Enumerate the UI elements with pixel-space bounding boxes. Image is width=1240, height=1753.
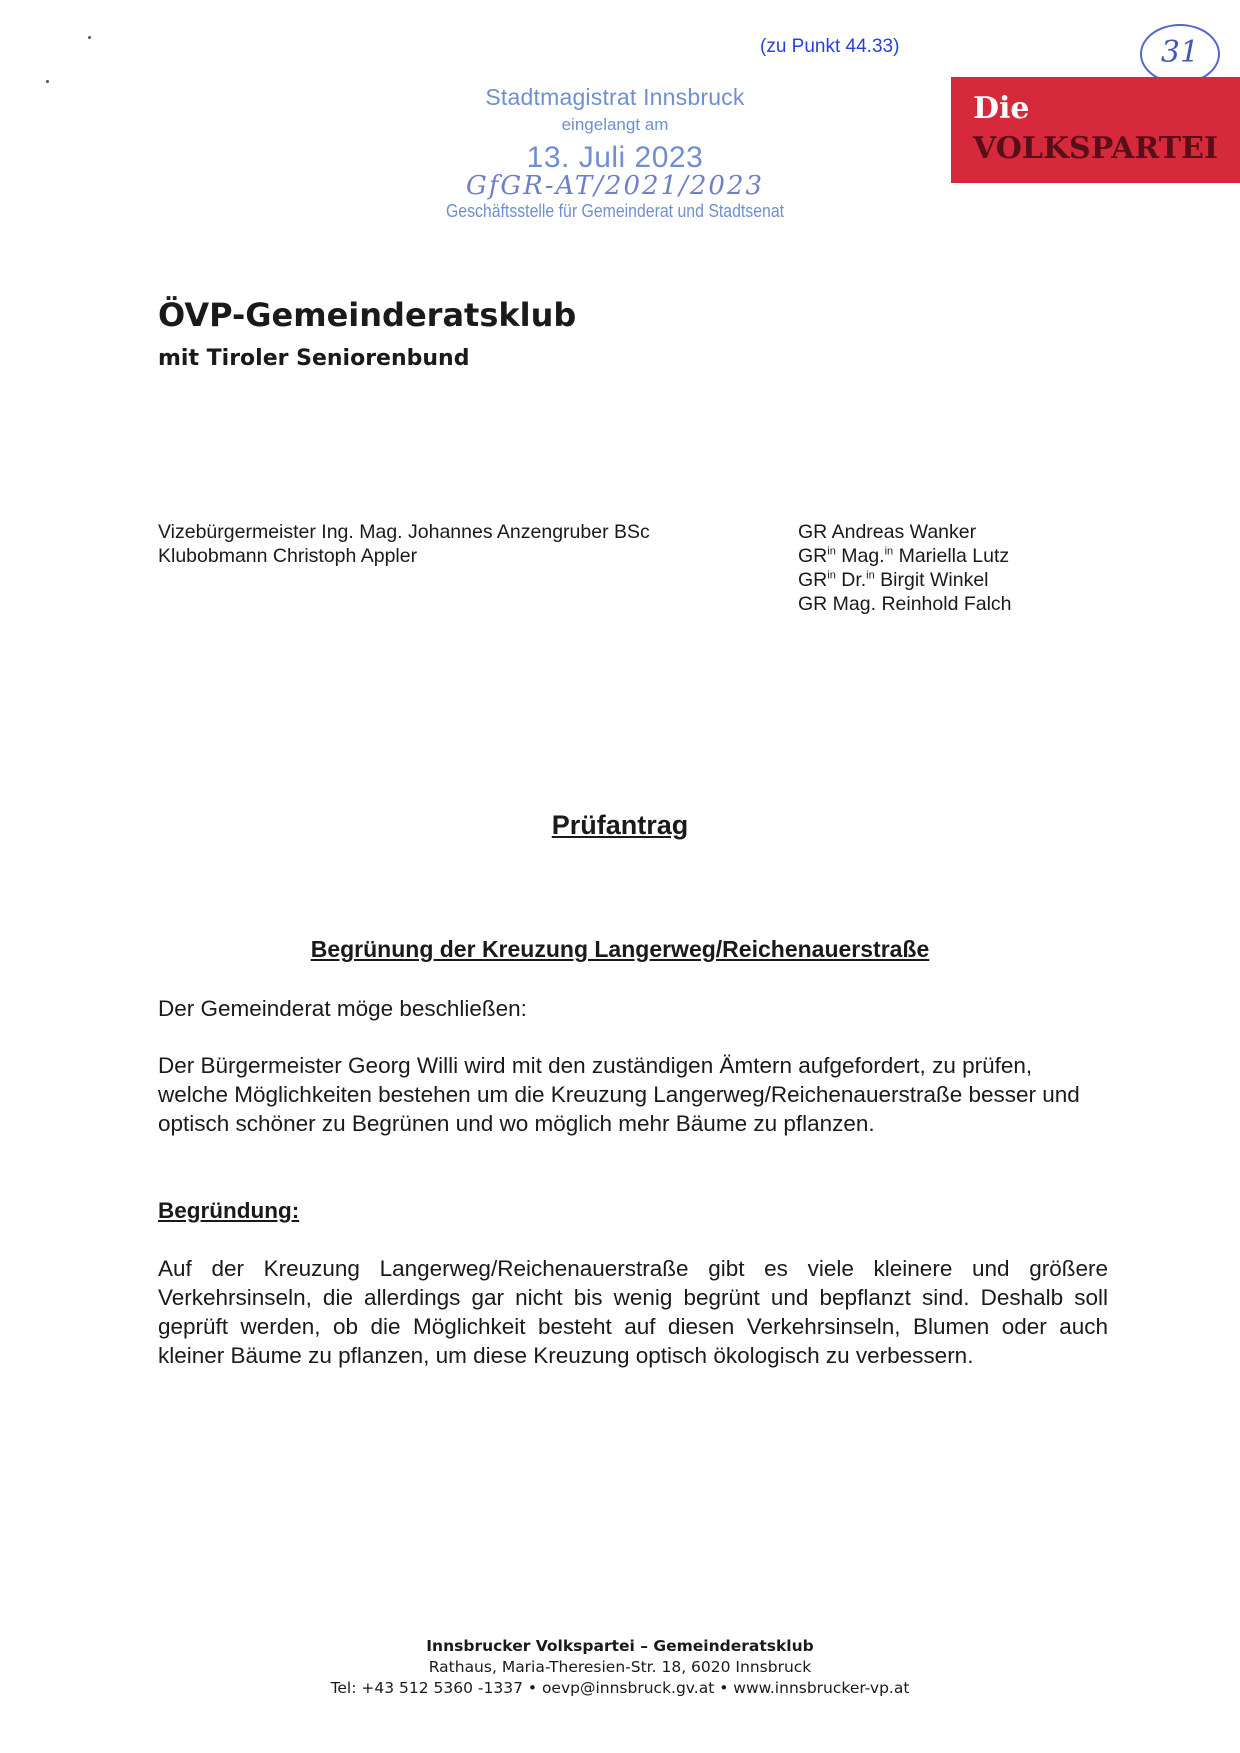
logo-line-2: VOLKSPARTEI [973,131,1218,166]
stamp-office: Geschäftsstelle für Gemeinderat und Stadtsenat [445,201,785,221]
stamp-received-label: eingelangt am [561,115,669,134]
signatory-name: Reinhold Falch [881,593,1012,615]
signatory-prefix-sup: in [827,545,836,558]
signatory-prefix: GR [798,521,828,543]
signatory [798,520,1012,544]
reason-heading: Begründung: [158,1198,300,1223]
reason-text: Auf der Kreuzung Langerweg/Reichenauerstraße gibt es viele kleinere und größere Verkehrsinseln, die allerdings gar nicht bis wenig begrünt und bepflanzt sind. Deshalb soll geprüft werden, ob die Möglichkeit besteht auf diesen Verkehrsinseln, Blumen oder auch kleiner Bäume zu pflanzen, um diese Kreuzung optisch ökologisch zu verbessern. [158,1256,1108,1368]
document-subject: Begrünung der Kreuzung Langerweg/Reichenauerstraße [310,936,930,962]
resolution-intro: Der Gemeinderat möge beschließen: [158,996,527,1021]
stamp-title: Stadtmagistrat Innsbruck [485,84,745,110]
signatory-title: Mag. [832,593,877,615]
receipt-stamp [420,84,810,222]
footer [0,1636,1240,1699]
motion-text: Der Bürgermeister Georg Willi wird mit den zuständigen Ämtern aufgefordert, zu prüfen, welche Möglichkeiten bestehen um die Kreuzung Langerweg/Reichenauerstraße besser und optisch schöner zu Begrünen und wo möglich mehr Bäume zu pflanzen. [158,1053,1080,1136]
document-type: Prüfantrag [551,810,689,840]
signatory-title: Dr. [841,569,867,591]
footer-contact: Tel: +43 512 5360 -1337 • oevp@innsbruck.gv.at • www.innsbrucker-vp.at [330,1679,910,1697]
scan-speck [88,36,91,39]
signatory-title: Mag. [841,545,885,567]
signatory: Vizebürgermeister Ing. Mag. Johannes Anzengruber BSc [158,521,650,543]
signatory-prefix: GR [798,569,828,591]
signatory-name: Birgit Winkel [880,569,989,591]
club-subtitle: mit Tiroler Seniorenbund [158,346,470,371]
footer-organisation: Innsbrucker Volkspartei – Gemeinderatsklub [426,1637,814,1655]
signatories-left [158,520,650,568]
logo-line-1: Die [973,91,1030,126]
signatory: Klubobmann Christoph Appler [158,545,418,567]
page-number: 31 [1140,24,1220,84]
scan-speck [46,80,49,83]
party-logo [951,77,1240,183]
stamp-date: 13. Juli 2023 [526,141,704,174]
club-title: ÖVP-Gemeinderatsklub [158,296,577,334]
reference-note: (zu Punkt 44.33) [760,36,900,57]
signatory [798,544,1012,568]
signatory [798,592,1012,616]
signatory-name: Mariella Lutz [898,545,1010,567]
signatories-right [798,520,1012,616]
stamp-file-number: GfGR-AT/2021/2023 [465,171,765,201]
signatory [798,568,1012,592]
signatory-prefix-sup: in [827,569,836,582]
signatory-prefix: GR [798,593,828,615]
signatory-title-sup: in [866,569,875,582]
signatory-prefix: GR [798,545,828,567]
footer-address: Rathaus, Maria-Theresien-Str. 18, 6020 Innsbruck [428,1658,812,1676]
signatory-name: Andreas Wanker [831,521,977,543]
signatory-title-sup: in [884,545,894,558]
